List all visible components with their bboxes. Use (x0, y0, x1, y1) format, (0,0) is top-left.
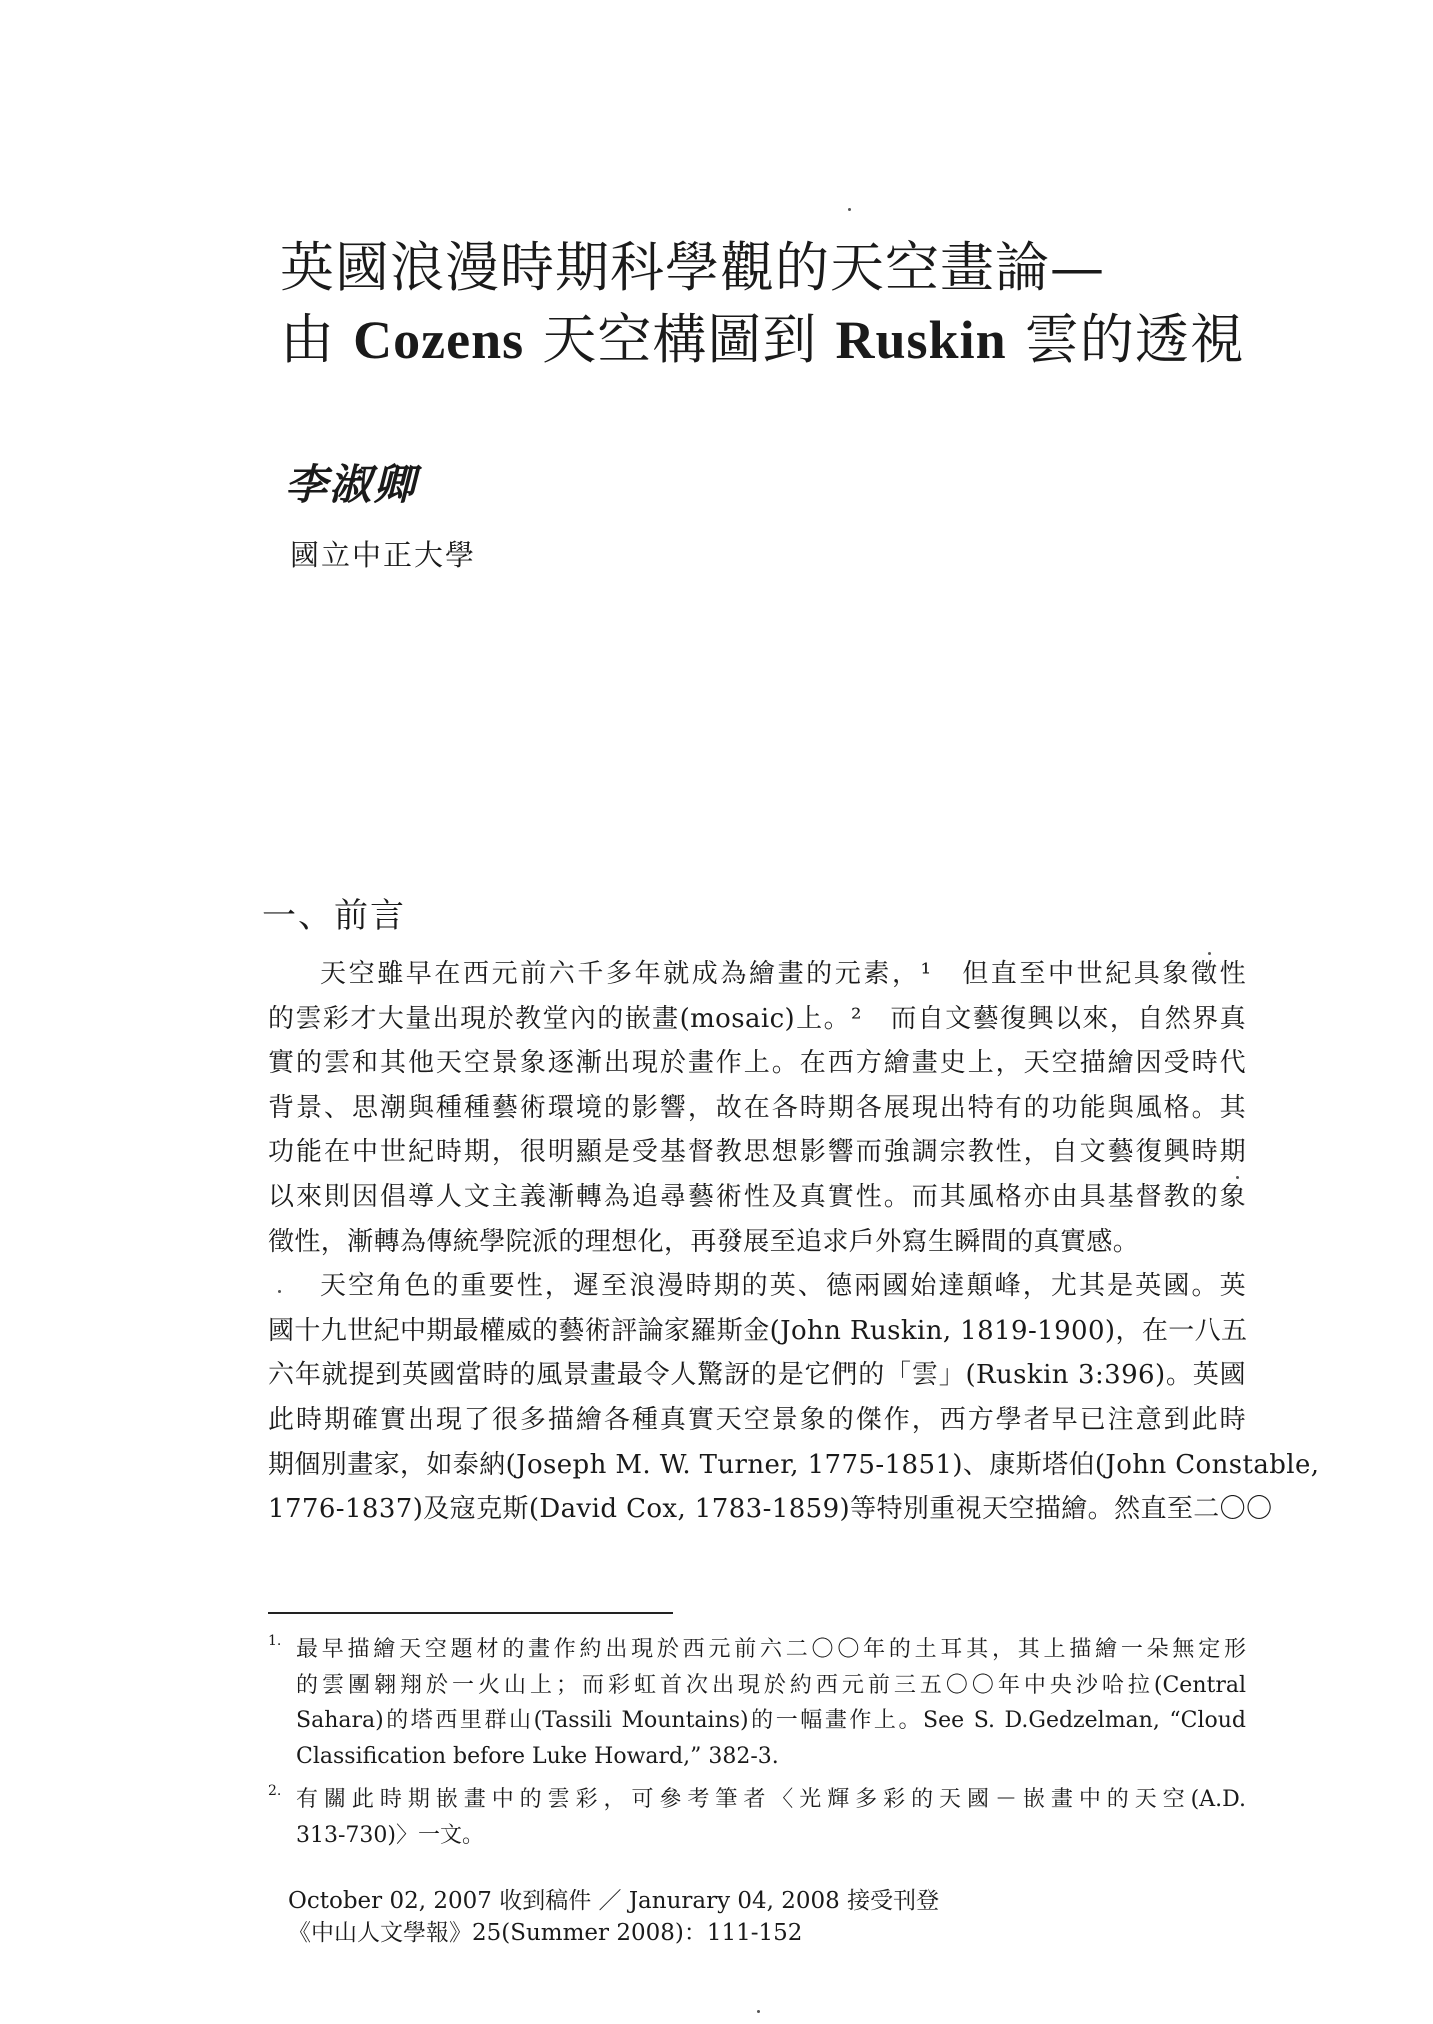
footnote-line: 最早描繪天空題材的畫作約出現於西元前六二〇〇年的土耳其，其上描繪一朵無定形 (296, 1637, 1246, 1662)
title-line-2 (280, 304, 1280, 376)
footnote-line: Classification before Luke Howard,” 382-3. (296, 1743, 779, 1769)
scan-speck (1208, 952, 1211, 955)
footnote-1 (268, 1632, 1246, 1774)
scan-speck (278, 1290, 281, 1293)
footnote-divider (268, 1612, 673, 1614)
body-line: 以來則因倡導人文主義漸轉為追尋藝術性及真實性。而其風格亦由具基督教的象 (268, 1181, 1246, 1212)
scan-speck (848, 208, 851, 211)
body-line: 天空雖早在西元前六千多年就成為繪畫的元素，¹ 但直至中世紀具象徵性 (320, 959, 1246, 989)
body-line: 六年就提到英國當時的風景畫最令人驚訝的是它們的「雲」(Ruskin 3:396)。英國 (268, 1360, 1246, 1391)
scan-speck (1236, 1176, 1239, 1179)
title-name-ruskin: Ruskin (835, 310, 1007, 370)
footnotes (268, 1632, 1246, 1861)
title-line-2-suffix: 雲的透視 (1006, 308, 1245, 371)
section-heading-introduction: 一、前言 (262, 896, 406, 936)
title-line-1: 英國浪漫時期科學觀的天空畫論— (280, 236, 1105, 299)
body-line: 1776-1837)及寇克斯(David Cox, 1783-1859)等特別重視天空描繪。然直至二〇〇 (268, 1494, 1273, 1525)
article-title (280, 232, 1280, 376)
footnote-line: Sahara)的塔西里群山(Tassili Mountains)的一幅畫作上。See S. D.Gedzelman, “Cloud (296, 1708, 1246, 1733)
author-affiliation: 國立中正大學 (290, 538, 477, 572)
journal-citation: 《中山人文學報》25(Summer 2008)：111-152 (288, 1920, 803, 1946)
author-name: 李淑卿 (285, 460, 418, 509)
body-line: 功能在中世紀時期，很明顯是受基督教思想影響而強調宗教性，自文藝復興時期 (268, 1137, 1246, 1168)
footnote-line: 的雲團翱翔於一火山上；而彩虹首次出現於約西元前三五〇〇年中央沙哈拉(Central (296, 1672, 1246, 1698)
body-line: 實的雲和其他天空景象逐漸出現於畫作上。在西方繪畫史上，天空描繪因受時代 (268, 1048, 1246, 1079)
footnote-line: 313-730)〉一文。 (296, 1822, 484, 1848)
body-line: 此時期確實出現了很多描繪各種真實天空景象的傑作，西方學者早已注意到此時 (268, 1404, 1246, 1435)
body-line: 的雲彩才大量出現於教堂內的嵌畫(mosaic)上。² 而自文藝復興以來，自然界真 (268, 1003, 1246, 1034)
title-name-cozens: Cozens (353, 310, 525, 370)
submission-dates: October 02, 2007 收到稿件 ／ Janurary 04, 2008 接受刊登 (288, 1888, 940, 1914)
body-line: 期個別畫家，如泰納(Joseph M. W. Turner, 1775-1851)、康斯塔伯(John Constable, (268, 1449, 1320, 1480)
footnote-2 (268, 1782, 1246, 1853)
body-text (268, 952, 1320, 1532)
scan-speck (757, 2010, 760, 2013)
publication-imprint (288, 1885, 939, 1949)
body-line: 徵性，漸轉為傳統學院派的理想化，再發展至追求戶外寫生瞬間的真實感。 (268, 1226, 1140, 1257)
body-line: 天空角色的重要性，遲至浪漫時期的英、德兩國始達顛峰，尤其是英國。英 (320, 1271, 1246, 1302)
body-line: 國十九世紀中期最權威的藝術評論家羅斯金(John Ruskin, 1819-1900)，在一八五 (268, 1315, 1248, 1346)
footnote-mark: 2. (268, 1783, 282, 1799)
footnote-mark: 1. (268, 1633, 282, 1649)
title-line-2-mid: 天空構圖到 (524, 308, 836, 371)
title-line-2-prefix: 由 (280, 308, 354, 371)
footnote-line: 有關此時期嵌畫中的雲彩，可參考筆者〈光輝多彩的天國－嵌畫中的天空(A.D. (296, 1787, 1246, 1812)
body-line: 背景、思潮與種種藝術環境的影響，故在各時期各展現出特有的功能與風格。其 (268, 1092, 1246, 1123)
